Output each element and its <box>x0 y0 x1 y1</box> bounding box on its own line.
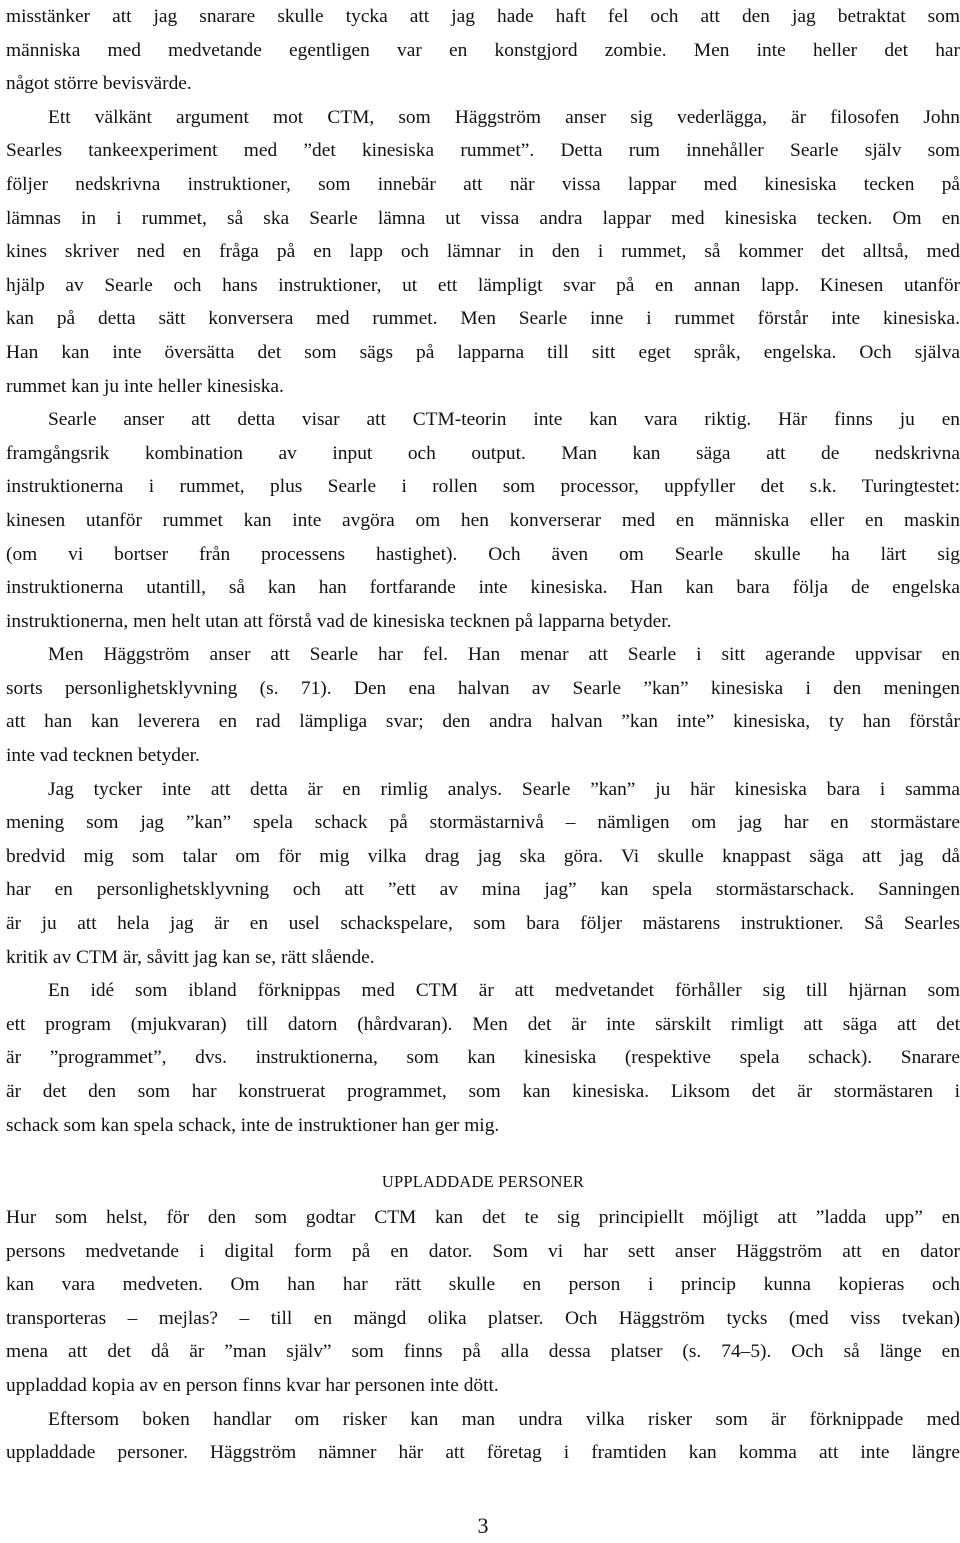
text-line: har en personlighetsklyvning och att ”ett av mina jag” kan spela stormästarschack. Sanningen <box>6 879 960 901</box>
text-line: är det den som har konstruerat programmet, som kan kinesiska. Liksom det är stormästaren i <box>6 1081 960 1102</box>
body-text <box>6 0 960 1142</box>
text-line: lämnas in i rummet, så ska Searle lämna ut vissa andra lappar med kinesiska tecken. Om en <box>6 207 960 229</box>
text-line: Eftersom boken handlar om risker kan man undra vilka risker som är förknippade med <box>48 1408 960 1430</box>
text-line: Han kan inte översätta det som sägs på lapparna till sitt eget språk, engelska. Och själva <box>6 341 960 363</box>
page-number: 3 <box>477 1513 489 1538</box>
text-line: mena att det då är ”man själv” som finns på alla dessa platser (s. 74–5). Och så länge en <box>6 1341 960 1363</box>
text-line: mening som jag ”kan” spela schack på stormästarnivå – nämligen om jag har en stormästare <box>6 812 960 834</box>
text-line: uppladdade personer. Häggström nämner här att företag i framtiden kan komma att inte längre <box>6 1442 960 1464</box>
text-line: kan på detta sätt konversera med rummet. Men Searle inne i rummet förstår inte kinesiska. <box>6 308 960 330</box>
document-page <box>6 0 960 1543</box>
text-line: rummet kan ju inte heller kinesiska. <box>6 375 284 397</box>
text-line: Hur som helst, för den som godtar CTM kan det te sig principiellt möjligt att ”ladda upp” en <box>6 1207 960 1228</box>
section-heading: UPPLADDADE PERSONER <box>381 1172 585 1191</box>
text-line: inte vad tecknen betyder. <box>6 745 200 767</box>
section-text <box>6 1201 960 1470</box>
text-line: (om vi bortser från processens hastighet). Och även om Searle skulle ha lärt sig <box>6 543 960 565</box>
text-line: Men Häggström anser att Searle har fel. Han menar att Searle i sitt agerande uppvisar en <box>48 644 960 666</box>
text-line: uppladdad kopia av en person finns kvar har personen inte dött. <box>6 1374 499 1396</box>
text-line: att han kan leverera en rad lämpliga svar; den andra halvan ”kan inte” kinesiska, ty han förstår <box>6 711 960 733</box>
text-line: En idé som ibland förknippas med CTM är att medvetandet förhåller sig till hjärnan som <box>48 980 960 1002</box>
text-line: transporteras – mejlas? – till en mängd olika platser. Och Häggström tycks (med viss tvekan) <box>6 1307 960 1329</box>
text-line: är ju att hela jag är en usel schackspelare, som bara följer mästarens instruktioner. Så Searles <box>6 913 960 935</box>
text-line: kinesen utanför rummet kan inte avgöra om hen konverserar med en människa eller en maskin <box>6 509 960 531</box>
text-line: instruktionerna i rummet, plus Searle i rollen som processor, uppfyller det s.k. Turingtestet: <box>6 476 960 498</box>
text-line: ett program (mjukvaran) till datorn (hårdvaran). Men det är inte särskilt rimligt att säga att det <box>6 1013 960 1035</box>
text-line: Jag tycker inte att detta är en rimlig analys. Searle ”kan” ju här kinesiska bara i samma <box>48 778 960 800</box>
text-line: kan vara medveten. Om han har rätt skulle en person i princip kunna kopieras och <box>6 1274 960 1296</box>
text-line: bredvid mig som talar om för mig vilka drag jag ska göra. Vi skulle knappast säga att jag då <box>6 845 960 867</box>
text-line: något större bevisvärde. <box>6 73 192 95</box>
text-line: Ett välkänt argument mot CTM, som Häggström anser sig vederlägga, är filosofen John <box>48 106 960 128</box>
text-line: instruktionerna, men helt utan att förstå vad de kinesiska tecknen på lapparna betyder. <box>6 610 672 632</box>
text-line: följer nedskrivna instruktioner, som innebär att när vissa lappar med kinesiska tecken på <box>6 173 960 195</box>
text-line: instruktionerna utantill, så kan han fortfarande inte kinesiska. Han kan bara följa de engelska <box>6 577 960 599</box>
text-line: misstänker att jag snarare skulle tycka att jag hade haft fel och att den jag betraktat som <box>6 6 960 27</box>
text-line: sorts personlighetsklyvning (s. 71). Den ena halvan av Searle ”kan” kinesiska i den meningen <box>6 677 960 699</box>
text-line: hjälp av Searle och hans instruktioner, ut ett lämpligt svar på en annan lapp. Kinesen utanför <box>6 274 960 296</box>
text-line: schack som kan spela schack, inte de instruktioner han ger mig. <box>6 1114 500 1136</box>
text-line: kines skriver ned en fråga på en lapp och lämnar in den i rummet, så kommer det alltså, med <box>6 241 960 263</box>
text-line: framgångsrik kombination av input och output. Man kan säga att de nedskrivna <box>6 442 960 464</box>
text-line: Searle anser att detta visar att CTM-teorin inte kan vara riktig. Här finns ju en <box>48 409 960 431</box>
text-line: kritik av CTM är, såvitt jag kan se, rätt slående. <box>6 946 375 968</box>
text-line: människa med medvetande egentligen var en konstgjord zombie. Men inte heller det har <box>6 39 960 61</box>
text-line: är ”programmet”, dvs. instruktionerna, som kan kinesiska (respektive spela schack). Snarare <box>6 1047 960 1069</box>
text-line: Searles tankeexperiment med ”det kinesiska rummet”. Detta rum innehåller Searle själv som <box>6 140 960 162</box>
text-line: persons medvetande i digital form på en dator. Som vi har sett anser Häggström att en dator <box>6 1240 960 1262</box>
